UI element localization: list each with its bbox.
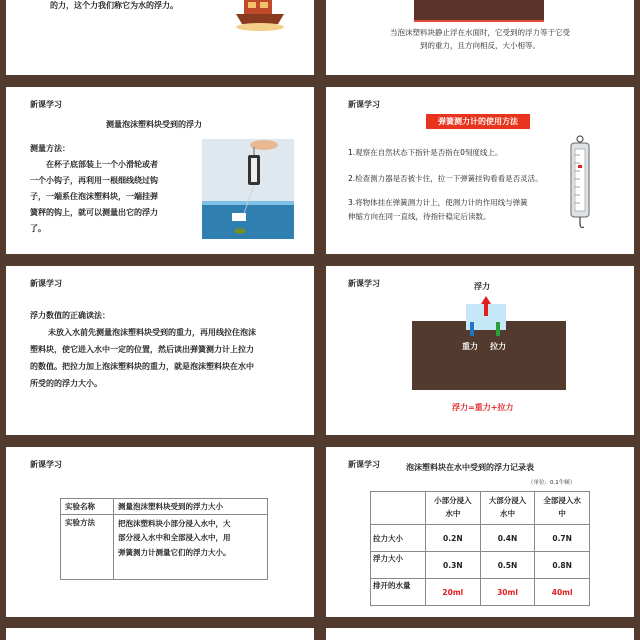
slide-1 [6,0,314,75]
header-line: 小部分浸入 [434,496,472,506]
header-line: 全部浸入水 [543,496,581,506]
slide-tag: 新课学习 [348,100,380,109]
table-cell: 0.8N [535,552,590,579]
slide-tag: 新课学习 [348,460,380,469]
formula-text: 浮力=重力+拉力 [452,403,514,412]
method-line: 簧秤的钩上，就可以测量出它的浮力 [30,208,158,217]
table-cell-label: 实验方法 [61,515,114,580]
method-line: 部分浸入水中和全部浸入水中，用 [118,533,231,543]
instruction-step: 1.观察在自然状态下指针是否指在0刻度线上。 [348,148,503,157]
reading-line: 所受的的浮力大小。 [30,379,102,388]
method-line: 把泡沫塑料块小部分浸入水中，大 [118,519,231,528]
slide-4 [326,87,634,254]
experiment-info-table [60,498,268,580]
reading-line: 塑料块，使它进入水中一定的位置，然后读出弹簧测力计上拉力 [30,345,254,354]
table-header [535,492,590,525]
slide-title: 测量泡沫塑料块受到的浮力 [106,120,202,129]
table-row [371,579,590,606]
header-line: 水中 [445,509,461,518]
record-table-title: 泡沫塑料块在水中受到的浮力记录表 [406,463,534,472]
slide-5 [6,266,314,435]
method-line: 在杯子底部装上一个小滑轮或者 [46,160,158,169]
slide-tag: 新课学习 [348,279,380,288]
table-row [61,515,268,580]
table-header [480,492,535,525]
slide-7 [6,447,314,617]
spring-scale-icon [568,135,592,231]
slide-9-partial [6,628,314,640]
method-line: 弹簧测力计测量它们的浮力大小。 [118,547,231,557]
method-line: 子，一端系住泡沫塑料块，一端挂弹 [30,192,158,201]
table-cell: 0.3N [426,552,481,579]
row-label: 排开的水量 [371,579,426,606]
slide-tag: 新课学习 [30,279,62,288]
row-label: 浮力大小 [371,552,426,579]
header-line: 大部分浸入 [488,496,527,506]
table-cell: 20ml [426,579,481,606]
method-label: 测量方法： [30,144,70,153]
table-row [371,552,590,579]
reading-label: 浮力数值的正确读法： [30,311,110,320]
spring-scale-photo [202,139,294,239]
tension-label: 拉力 [490,342,506,351]
instruction-step: 2.检查测力器是否被卡住，拉一下弹簧挂钩看看是否灵活。 [348,174,543,183]
slide-1-text: 的力，这个力我们称它为水的浮力。 [50,1,178,10]
header-line: 中 [558,509,566,518]
slide-tag: 新课学习 [30,100,62,109]
unit-note: （单位：0.1牛顿） [528,480,576,486]
force-diagram [412,294,566,390]
slide-2-caption-2: 到的重力，且方向相反，大小相等。 [420,41,540,50]
table-row [61,499,268,515]
water-tank-illustration [414,0,544,22]
table-header [426,492,481,525]
slide-8 [326,447,634,617]
slide-2 [326,0,634,75]
table-row [371,525,590,552]
slide-10-partial [326,628,634,640]
buoyancy-label: 浮力 [474,282,490,291]
boat-illustration [234,0,290,32]
table-cell: 0.7N [535,525,590,552]
buoyancy-record-table [370,491,590,606]
section-heading: 弹簧测力计的使用方法 [426,114,530,129]
table-cell-value: 测量泡沫塑料块受到的浮力大小 [114,499,268,515]
method-line: 了。 [30,224,46,233]
table-cell: 0.5N [480,552,535,579]
table-cell-value [114,515,268,580]
slide-2-caption-1: 当泡沫塑料块静止浮在水面时，它受到的浮力等于它受 [390,28,570,37]
table-corner-cell [371,492,426,525]
method-line: 一个小钩子，再利用一根细线绕过钩 [30,176,158,185]
slide-3 [6,87,314,254]
table-cell-label: 实验名称 [61,499,114,515]
header-line: 水中 [499,509,515,518]
table-header-row [371,492,590,525]
reading-line: 未放入水前先测量泡沫塑料块受到的重力，再用线拉住泡沫 [48,328,256,337]
table-cell: 40ml [535,579,590,606]
row-label: 拉力大小 [371,525,426,552]
slide-tag: 新课学习 [30,460,62,469]
table-cell: 30ml [480,579,535,606]
table-cell: 0.4N [480,525,535,552]
slide-6 [326,266,634,435]
reading-line: 的数值。把拉力加上泡沫塑料块的重力，就是泡沫塑料块在水中 [30,362,254,371]
instruction-step: 3.将物体挂在弹簧测力计上，使测力计的作用线与弹簧 [348,198,528,207]
table-cell: 0.2N [426,525,481,552]
instruction-step: 伸缩方向在同一直线，待指针稳定后读数。 [348,212,491,221]
gravity-label: 重力 [462,342,478,351]
